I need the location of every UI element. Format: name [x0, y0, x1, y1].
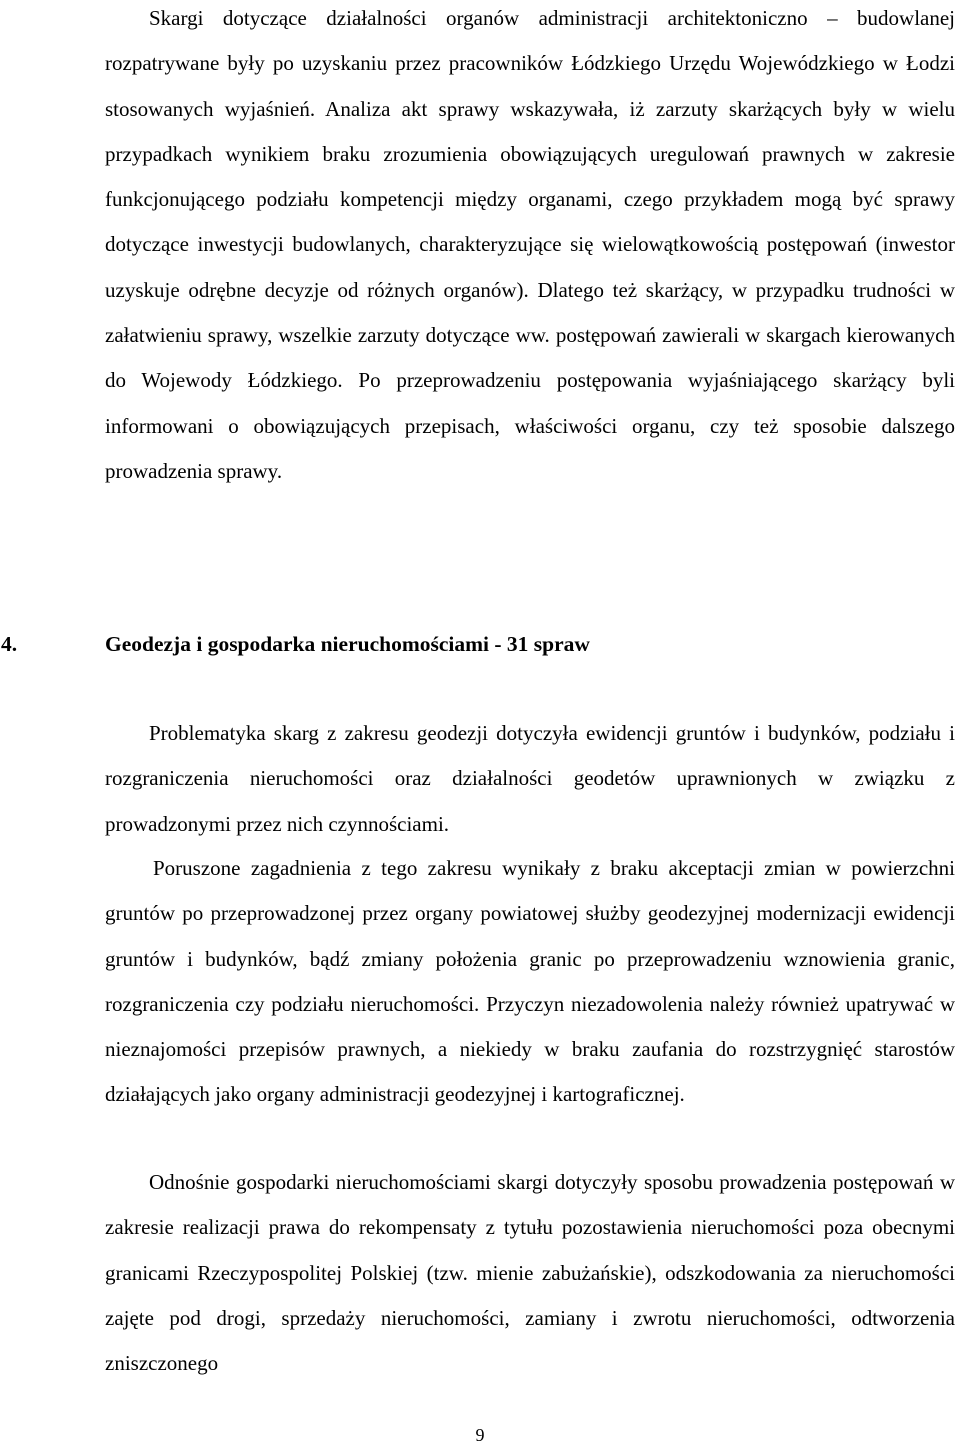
paragraph-real-estate-management: Odnośnie gospodarki nieruchomościami skargi dotyczyły sposobu prowadzenia postępowań w zakresie realizacji prawa do rekompensaty z tytułu pozostawienia nieruchomości poza obecnymi granicami Rzeczypospolitej Polskiej (tzw. mienie zabużańskie), odszkodowania za nieruchomości zajęte pod drogi, sprzedaży nieruchomości, zamiany i zwrotu nieruchomości, odtworzenia zniszczonego: [105, 1170, 955, 1376]
paragraph-geodesy-problems: Problematyka skarg z zakresu geodezji dotyczyła ewidencji gruntów i budynków, podziału i rozgraniczenia nieruchomości oraz działalności geodetów uprawnionych w związku z prowadzonymi przez nich czynnościami.: [105, 721, 955, 836]
section-number: 4.: [1, 632, 18, 656]
section-heading: [1, 622, 955, 667]
page-number: 9: [475, 1425, 485, 1445]
paragraph-architecture-complaints: Skargi dotyczące działalności organów administracji architektoniczno – budowlanej rozpatrywane były po uzyskaniu przez pracowników Łódzkiego Urzędu Wojewódzkiego w Łodzi stosowanych wyjaśnień. Analiza akt sprawy wskazywała, iż zarzuty skarżących były w wielu przypadkach wynikiem braku zrozumienia obowiązujących uregulowań prawnych w zakresie funkcjonującego podziału kompetencji między organami, czego przykładem mogą być sprawy dotyczące inwestycji budowlanych, charakteryzujące się wielowątkowością postępowań (inwestor uzyskuje odrębne decyzje od różnych organów). Dlatego też skarżący, w przypadku trudności w załatwieniu sprawy, wszelkie zarzuty dotyczące ww. postępowań zawierali w skargach kierowanych do Wojewody Łódzkiego. Po przeprowadzeniu postępowania wyjaśniającego skarżący byli informowani o obowiązujących przepisach, właściwości organu, czy też sposobie dalszego prowadzenia sprawy.: [105, 6, 955, 483]
section-title: Geodezja i gospodarka nieruchomościami - 31 spraw: [105, 632, 590, 656]
paragraph-raised-issues: Poruszone zagadnienia z tego zakresu wynikały z braku akceptacji zmian w powierzchni gruntów po przeprowadzonej przez organy powiatowej służby geodezyjnej modernizacji ewidencji gruntów i budynków, bądź zmiany położenia granic po przeprowadzeniu wznowienia granic, rozgraniczenia czy podziału nieruchomości. Przyczyn niezadowolenia należy również upatrywać w nieznajomości przepisów prawnych, a niekiedy w braku zaufania do rozstrzygnięć starostów działających jako organy administracji geodezyjnej i kartograficznej.: [105, 856, 955, 1107]
